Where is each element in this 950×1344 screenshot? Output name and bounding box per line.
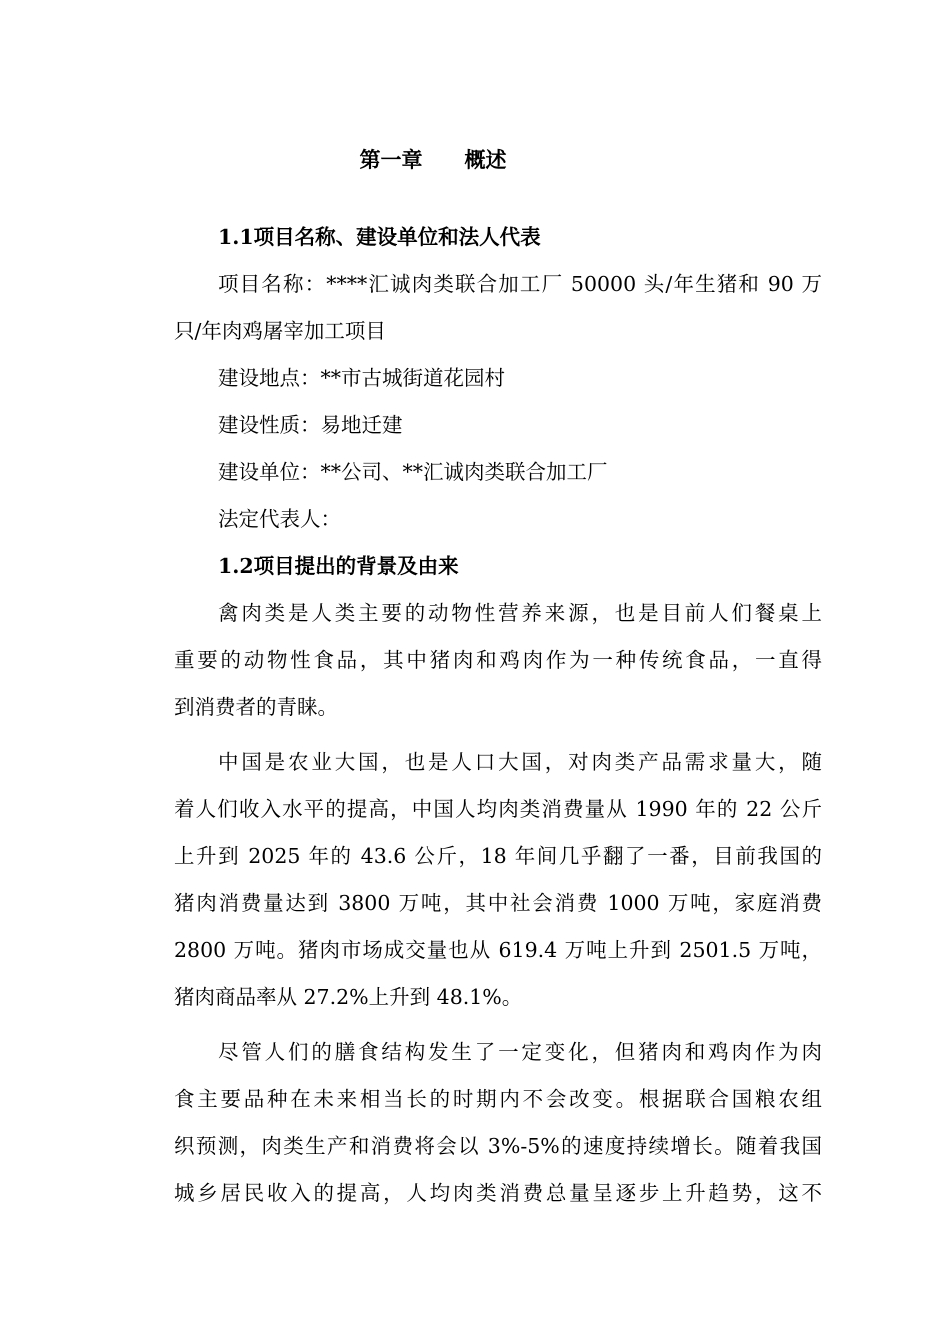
paragraph-line: 猪肉商品率从 27.2%上升到 48.1%。 (174, 985, 523, 1009)
project-unit: 建设单位：**公司、**汇诚肉类联合加工厂 (218, 460, 608, 484)
project-name-line-1: 项目名称：****汇诚肉类联合加工厂 50000 头/年生猪和 90 万 (218, 272, 822, 296)
project-nature: 建设性质：易地迁建 (218, 413, 403, 437)
paragraph-line: 到消费者的青睐。 (174, 695, 338, 719)
paragraph-line: 城乡居民收入的提高，人均肉类消费总量呈逐步上升趋势，这不 (174, 1181, 822, 1205)
paragraph-1 (174, 590, 822, 731)
chapter-title: 第一章 概述 (359, 147, 507, 172)
paragraph-line: 尽管人们的膳食结构发生了一定变化，但猪肉和鸡肉作为肉 (218, 1040, 822, 1064)
section-heading-1-1: 1.1项目名称、建设单位和法人代表 (218, 225, 541, 249)
paragraph-line: 食主要品种在未来相当长的时期内不会改变。根据联合国粮农组 (174, 1087, 822, 1111)
paragraph-line: 上升到 2025 年的 43.6 公斤，18 年间几乎翻了一番，目前我国的 (174, 844, 822, 868)
paragraph-line: 禽肉类是人类主要的动物性营养来源，也是目前人们餐桌上 (218, 601, 822, 625)
paragraph-line: 猪肉消费量达到 3800 万吨，其中社会消费 1000 万吨，家庭消费 (174, 891, 822, 915)
paragraph-3 (174, 1029, 822, 1217)
document-body (174, 214, 822, 1217)
paragraph-line: 重要的动物性食品，其中猪肉和鸡肉作为一种传统食品，一直得 (174, 648, 822, 672)
section-heading-1-2: 1.2项目提出的背景及由来 (218, 554, 459, 578)
project-location: 建设地点：**市古城街道花园村 (218, 366, 505, 390)
legal-representative: 法定代表人： (218, 507, 341, 531)
paragraph-line: 中国是农业大国，也是人口大国，对肉类产品需求量大，随 (218, 750, 822, 774)
paragraph-2 (174, 739, 822, 1021)
paragraph-line: 织预测，肉类生产和消费将会以 3%-5%的速度持续增长。随着我国 (174, 1134, 822, 1158)
project-name-line-2: 只/年肉鸡屠宰加工项目 (174, 319, 386, 343)
paragraph-line: 2800 万吨。猪肉市场成交量也从 619.4 万吨上升到 2501.5 万吨， (174, 938, 822, 962)
paragraph-line: 着人们收入水平的提高，中国人均肉类消费量从 1990 年的 22 公斤 (174, 797, 822, 821)
